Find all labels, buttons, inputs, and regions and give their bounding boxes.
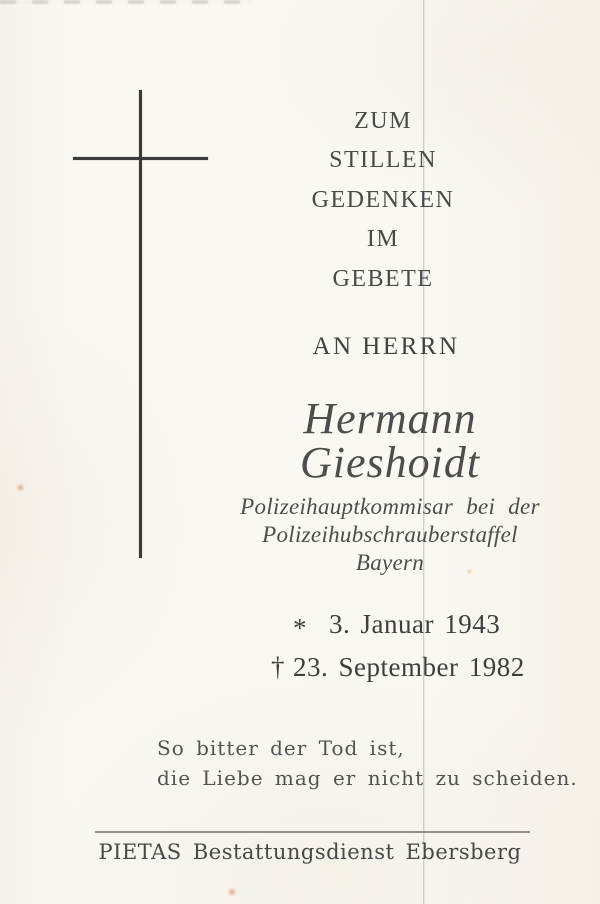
title-line: Polizeihauptkommisar bei der: [240, 494, 540, 519]
deceased-first-name: Hermann: [303, 394, 477, 443]
paper-stain: [16, 483, 25, 492]
heading-line: GEBETE: [332, 265, 434, 292]
deceased-title: [165, 493, 600, 577]
paper-stain: [466, 568, 473, 575]
heading-line: IM: [366, 226, 400, 253]
funeral-home-footer: PIETAS Bestattungsdienst Ebersberg: [98, 840, 522, 864]
salutation: AN HERRN: [312, 333, 460, 360]
deceased-name: [240, 394, 540, 487]
heading-line: STILLEN: [329, 147, 437, 174]
cross-vertical-bar: [139, 90, 142, 558]
memorial-heading: [263, 102, 503, 299]
birth-date: 3. Januar 1943: [329, 609, 501, 639]
title-line: Bayern: [355, 550, 425, 575]
birth-asterisk-icon: *: [293, 613, 307, 643]
quote-line: So bitter der Tod ist,: [157, 736, 405, 760]
title-line: Polizeihubschrauberstaffel: [262, 522, 518, 547]
death-date: 23. September 1982: [293, 652, 525, 682]
death-date-row: [271, 652, 525, 683]
memorial-quote: [157, 733, 578, 793]
death-dagger-icon: †: [271, 652, 285, 682]
scan-edge-artifact: [0, 0, 252, 4]
footer-divider: [95, 831, 530, 833]
quote-line: die Liebe mag er nicht zu scheiden.: [157, 766, 578, 790]
heading-line: ZUM: [354, 108, 412, 134]
paper-stain: [227, 887, 237, 897]
birth-date-row: [293, 609, 501, 643]
heading-line: GEDENKEN: [311, 186, 455, 213]
cross-horizontal-bar: [73, 157, 208, 160]
deceased-last-name: Gieshoidt: [299, 438, 481, 487]
